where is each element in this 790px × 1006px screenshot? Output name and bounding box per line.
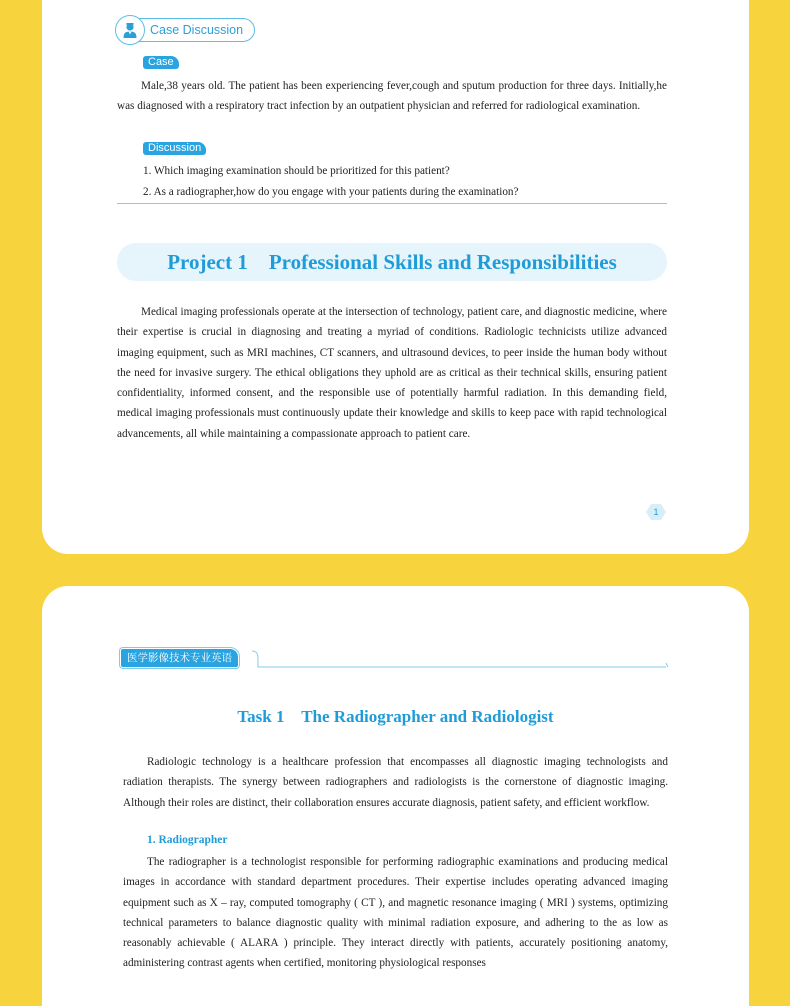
- case-discussion-label: Case Discussion: [150, 23, 244, 37]
- case-discussion-badge: [117, 18, 255, 42]
- header-rule: [252, 650, 670, 670]
- page-2: [42, 586, 749, 1006]
- radiographer-heading: 1. Radiographer: [147, 834, 228, 846]
- case-tag: Case: [143, 56, 179, 69]
- doctor-icon: [115, 15, 145, 45]
- page-number: 1: [653, 507, 659, 517]
- project-title: Project 1 Professional Skills and Responsibilities: [117, 243, 667, 281]
- intro-paragraph: Radiologic technology is a healthcare profession that encompasses all diagnostic imaging technologists and radiation therapists. The synergy between radiographers and radiologists is the cornerstone of diagnostic imaging. Although their roles are distinct, their collaboration ensures accurate diagnosis, patient safety, and efficient workflow.: [123, 756, 668, 809]
- page-number-badge: [646, 503, 666, 521]
- book-title-label: 医学影像技术专业英语: [121, 649, 238, 667]
- question-2: 2. As a radiographer,how do you engage with your patients during the examination?: [143, 186, 519, 198]
- case-paragraph: Male,38 years old. The patient has been experiencing fever,cough and sputum production for three days. Initially,he was diagnosed with a respiratory tract infection by an outpatient physician and referred for radiological examination.: [117, 80, 667, 113]
- task-title: Task 1 The Radiographer and Radiologist: [237, 707, 554, 726]
- project-body-paragraph: Medical imaging professionals operate at the intersection of technology, patient care, and diagnostic medicine, where their expertise is crucial in diagnosing and treating a myriad of conditions. Radiologic technicists utilize advanced imaging equipment, such as MRI machines, CT scanners, and ultrasound devices, to peer inside the human body without the need for invasive surgery. The ethical obligations they uphold are as critical as their technical skills, ensuring patient confidentiality, informed consent, and the responsible use of potentially harmful radiation. In this demanding field, medical imaging professionals must continuously update their knowledge and skills to keep pace with rapid technological advancements, all while maintaining a compassionate approach to patient care.: [117, 306, 667, 440]
- section-divider: [117, 203, 667, 204]
- page-1: [42, 0, 749, 554]
- discussion-tag: Discussion: [143, 142, 206, 155]
- question-1: 1. Which imaging examination should be prioritized for this patient?: [143, 165, 450, 177]
- book-title-tag: [121, 648, 238, 668]
- radiographer-paragraph: The radiographer is a technologist responsible for performing radiographic examinations and producing medical images in accordance with standard department procedures. Their expertise includes operating advanced imaging equipment such as X – ray, computed tomography ( CT ), and magnetic resonance imaging ( MRI ) systems, optimizing technical parameters to balance diagnostic quality with minimal radiation exposure, and adhering to the as low as reasonably achievable ( ALARA ) principle. They interact directly with patients, accurately positioning anatomy, administering contrast agents when certified, monitoring physiological responses: [123, 856, 668, 970]
